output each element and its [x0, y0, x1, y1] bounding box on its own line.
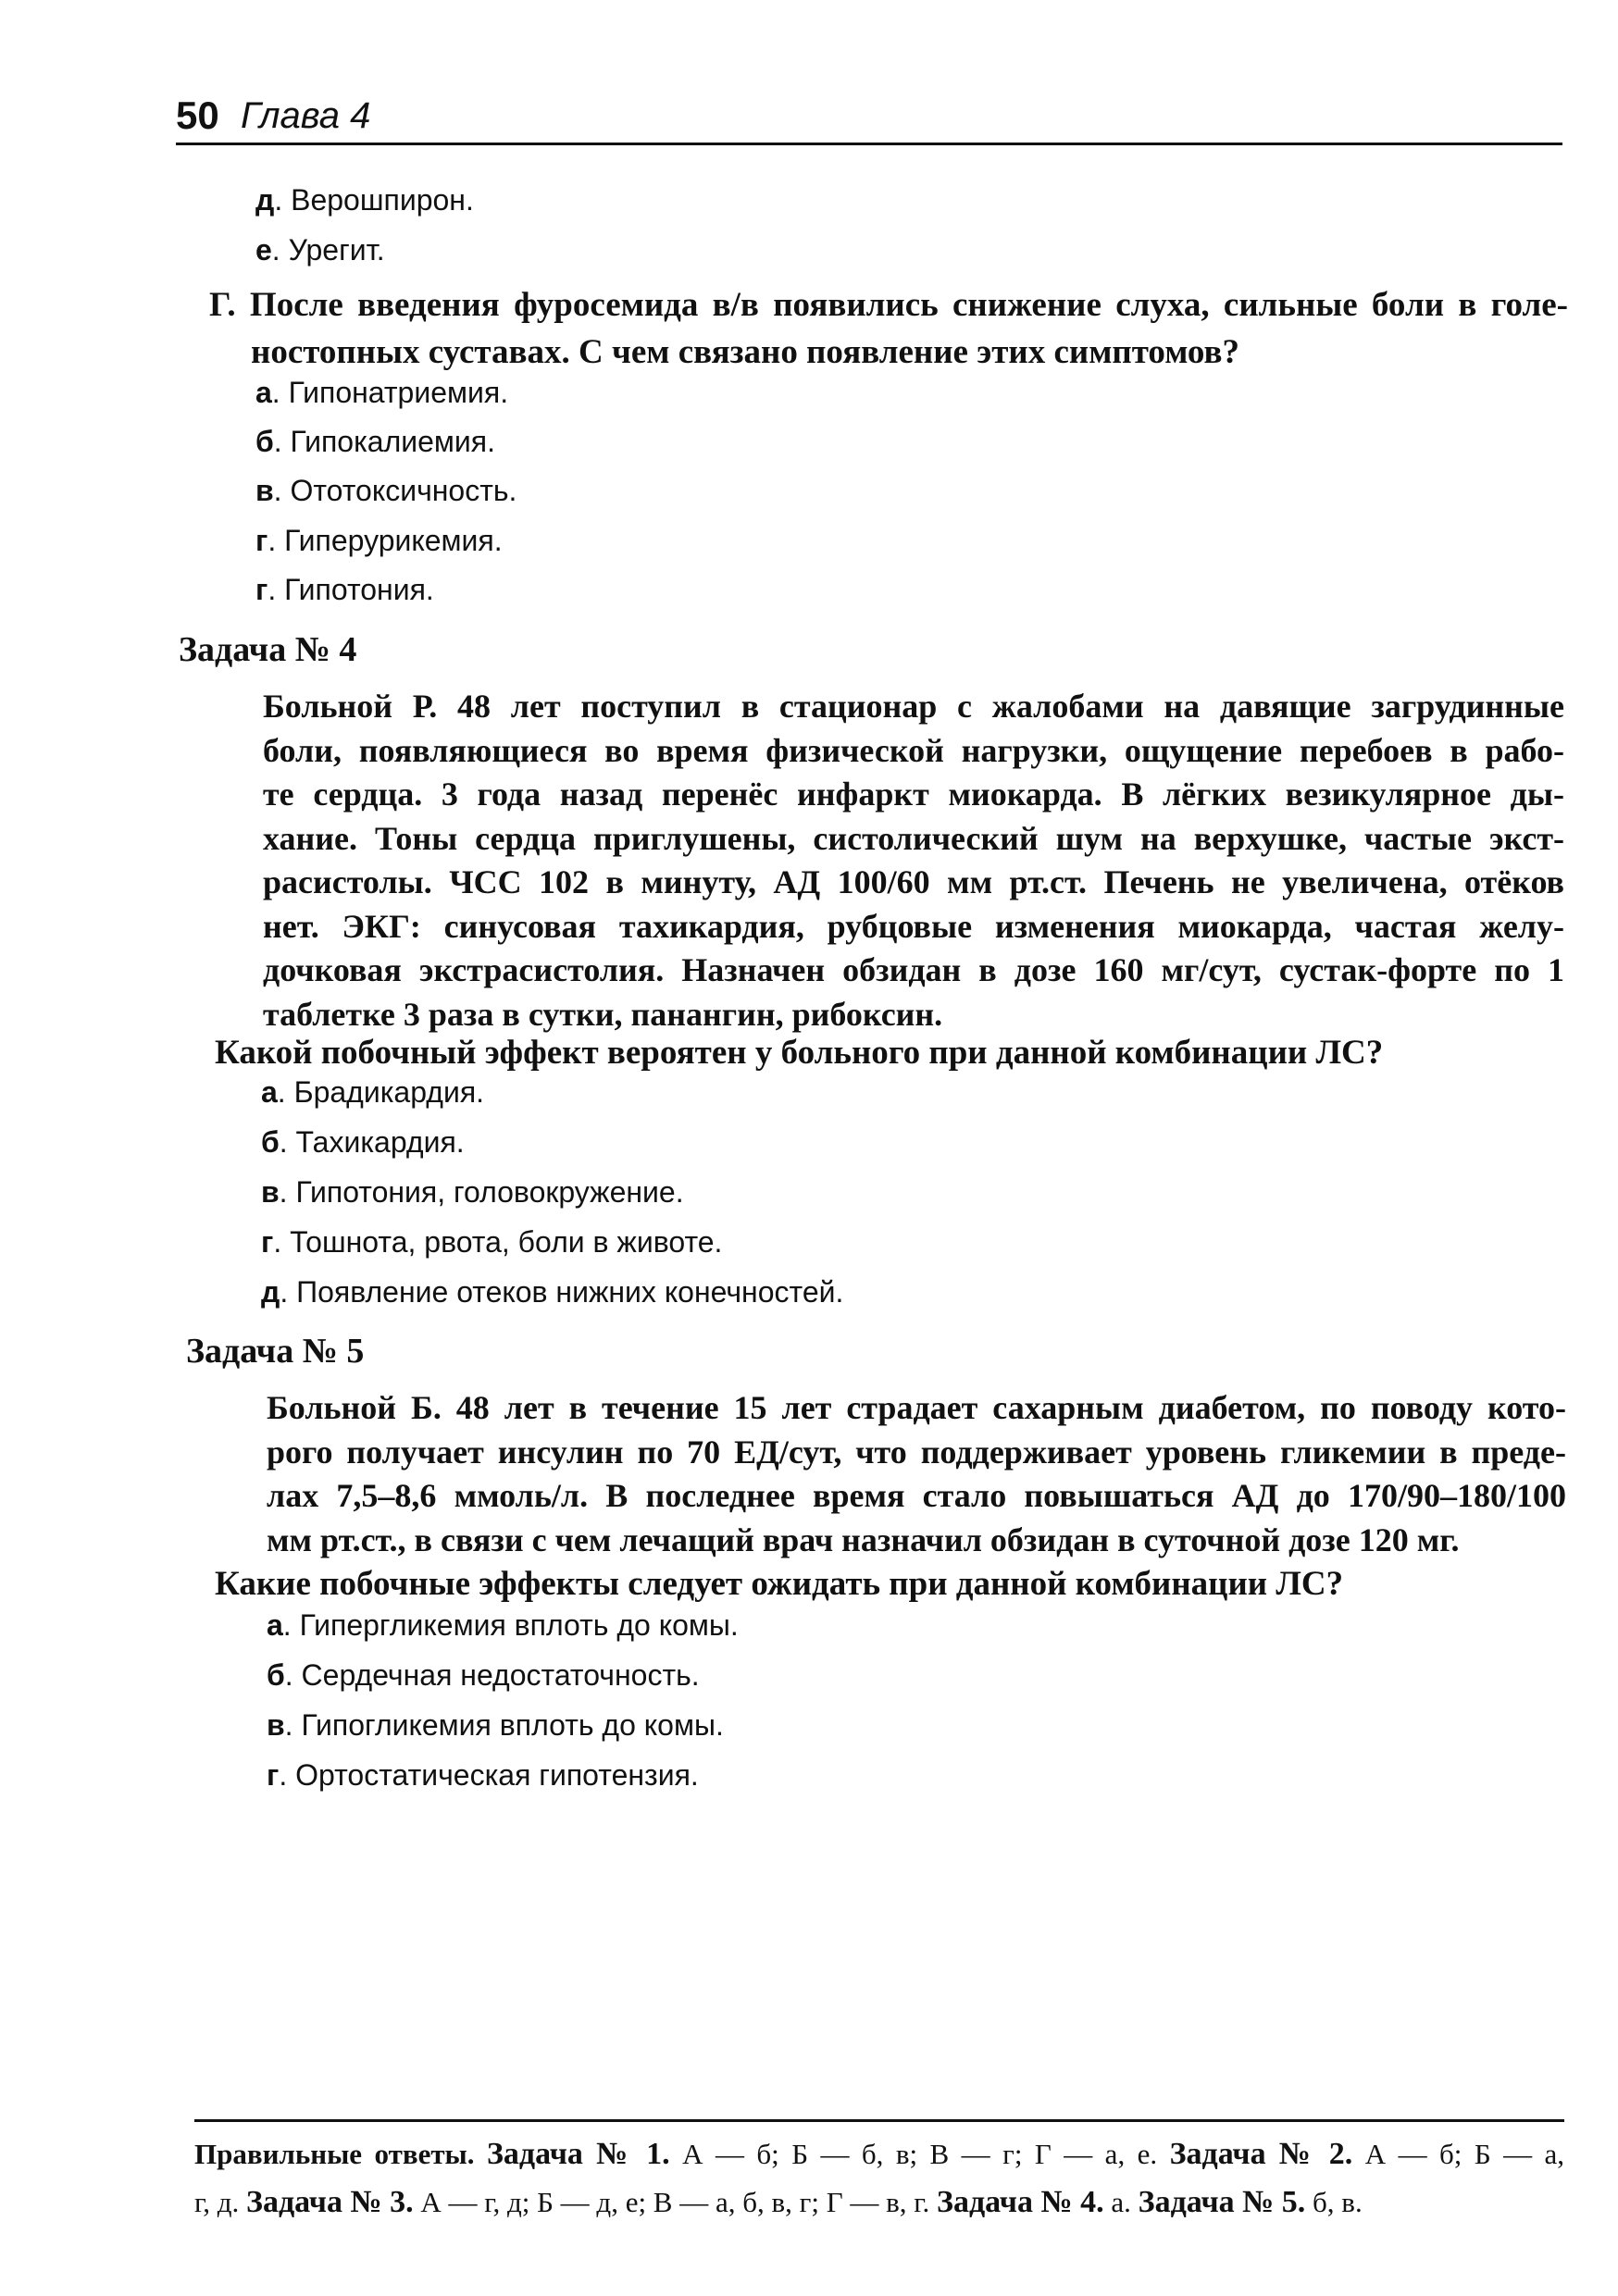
option-text: . Гиперурикемия. [268, 524, 503, 557]
question-line: Г. После введения фуросемида в/в появились снижение слуха, сильные боли в голе- [209, 286, 1568, 324]
task-text-line: расистолы. ЧСС 102 в минуту, АД 100/60 мм рт.ст. Печень не увеличена, отёков [263, 863, 1564, 900]
option-item [261, 1074, 484, 1111]
option-letter: б [255, 425, 274, 458]
option-text: . Гипергликемия вплоть до комы. [282, 1608, 739, 1642]
option-text: . Тахикардия. [279, 1125, 465, 1159]
task-text-line: рого получает инсулин по 70 ЕД/сут, что поддерживает уровень гликемии в преде- [267, 1433, 1566, 1471]
option-text: . Гипотония, головокружение. [279, 1175, 684, 1209]
answer-task-label: Задача № 1. [486, 2137, 670, 2171]
answer-task-label: Задача № 4. [937, 2185, 1104, 2219]
task-4-question [215, 1029, 1566, 1076]
option-item [267, 1706, 724, 1744]
answer-task-label: Задача № 3. [246, 2185, 414, 2219]
page-number: 50 [176, 93, 219, 137]
option-text: . Гипонатриемия. [271, 376, 509, 409]
option-item [255, 522, 503, 559]
answer-task-label: Задача № 2. [1169, 2137, 1353, 2171]
question-line: Какие побочные эффекты следует ожидать при данной комбинации ЛС? [215, 1565, 1344, 1603]
task-text-line: хание. Тоны сердца приглушены, систолический шум на верхушке, частые экст- [263, 819, 1564, 857]
task-4-title: Задача № 4 [179, 630, 357, 669]
answer-text: г, д. [194, 2186, 240, 2218]
option-text: . Гипокалиемия. [273, 425, 496, 458]
option-item [255, 571, 434, 608]
option-letter: г [255, 573, 268, 606]
answer-text: а. [1111, 2186, 1131, 2218]
answers-line [194, 2178, 1564, 2227]
answers-label: Правильные ответы. [194, 2138, 475, 2170]
footnote-rule [194, 2119, 1564, 2122]
option-letter: г [255, 524, 268, 557]
option-item [255, 231, 385, 268]
answers-footnote [194, 2130, 1564, 2227]
task-5-text [267, 1386, 1566, 1562]
task-text-line: нет. ЭКГ: синусовая тахикардия, рубцовые изменения миокарда, частая желу- [263, 907, 1564, 945]
option-item [255, 374, 508, 411]
task-text-line: Больной Р. 48 лет поступил в стационар с жалобами на давящие загрудинные [263, 688, 1564, 725]
option-letter: а [255, 376, 272, 409]
option-text: . Гипотония. [268, 573, 434, 606]
option-item [267, 1756, 699, 1793]
answers-line [194, 2130, 1564, 2178]
task-text-line: те сердца. 3 года назад перенёс инфаркт миокарда. В лёгких везикулярное ды- [263, 776, 1564, 813]
question-line: ностопных суставах. С чем связано появление этих симптомов? [251, 333, 1239, 371]
question-line: Какой побочный эффект вероятен у больного при данной комбинации ЛС? [215, 1034, 1384, 1072]
option-letter: е [255, 233, 272, 267]
answer-text: А — б; Б — а, [1364, 2138, 1565, 2170]
question-g [209, 281, 1568, 376]
option-letter: в [255, 474, 274, 507]
task-text-line: мм рт.ст., в связи с чем лечащий врач назначил обзидан в суточной дозе 120 мг. [267, 1520, 1460, 1558]
option-letter: г [261, 1225, 274, 1259]
task-text-line: лах 7,5–8,6 ммоль/л. В последнее время стало повышаться АД до 170/90–180/100 [267, 1477, 1566, 1514]
task-5-question [215, 1560, 1566, 1607]
option-text: . Верошпирон. [274, 183, 474, 217]
option-letter: в [261, 1175, 280, 1209]
option-text: . Брадикардия. [277, 1075, 485, 1109]
option-item [261, 1223, 722, 1260]
option-text: . Появление отеков нижних конечностей. [280, 1275, 844, 1309]
option-item [267, 1657, 700, 1694]
option-text: . Сердечная недостаточность. [284, 1658, 700, 1692]
answer-text: А — г, д; Б — д, е; В — а, б, в, г; Г — в, г. [420, 2186, 930, 2218]
option-text: . Тошнота, рвота, боли в животе. [273, 1225, 723, 1259]
chapter-title: Глава 4 [241, 95, 371, 136]
task-text-line: таблетке 3 раза в сутки, панангин, рибоксин. [263, 995, 943, 1033]
option-letter: г [267, 1758, 280, 1792]
task-text-line: Больной Б. 48 лет в течение 15 лет страдает сахарным диабетом, по поводу кото- [267, 1389, 1566, 1426]
option-letter: д [255, 183, 275, 217]
option-letter: д [261, 1275, 280, 1309]
option-text: . Ортостатическая гипотензия. [279, 1758, 699, 1792]
option-text: . Гипогликемия вплоть до комы. [284, 1708, 724, 1742]
option-letter: б [261, 1125, 280, 1159]
answer-text: А — б; Б — б, в; В — г; Г — а, е. [682, 2138, 1158, 2170]
option-item [255, 423, 495, 460]
task-text-line: дочковая экстрасистолия. Назначен обзидан в дозе 160 мг/сут, сустак-форте по 1 [263, 951, 1564, 988]
task-text-line: боли, появляющиеся во время физической нагрузки, ощущение перебоев в рабо- [263, 731, 1564, 769]
option-item [255, 181, 474, 218]
option-item [261, 1173, 684, 1210]
task-5-title: Задача № 5 [186, 1332, 365, 1371]
option-letter: в [267, 1708, 285, 1742]
page-header [176, 89, 1562, 145]
option-letter: б [267, 1658, 285, 1692]
option-item [255, 472, 517, 509]
option-text: . Урегит. [271, 233, 385, 267]
option-item [261, 1123, 465, 1160]
option-letter: а [261, 1075, 278, 1109]
option-letter: а [267, 1608, 283, 1642]
task-4-text [263, 685, 1564, 1036]
answer-task-label: Задача № 5. [1138, 2185, 1306, 2219]
option-item [261, 1273, 843, 1310]
option-text: . Ототоксичность. [273, 474, 517, 507]
answer-text: б, в. [1313, 2186, 1363, 2218]
option-item [267, 1607, 739, 1644]
